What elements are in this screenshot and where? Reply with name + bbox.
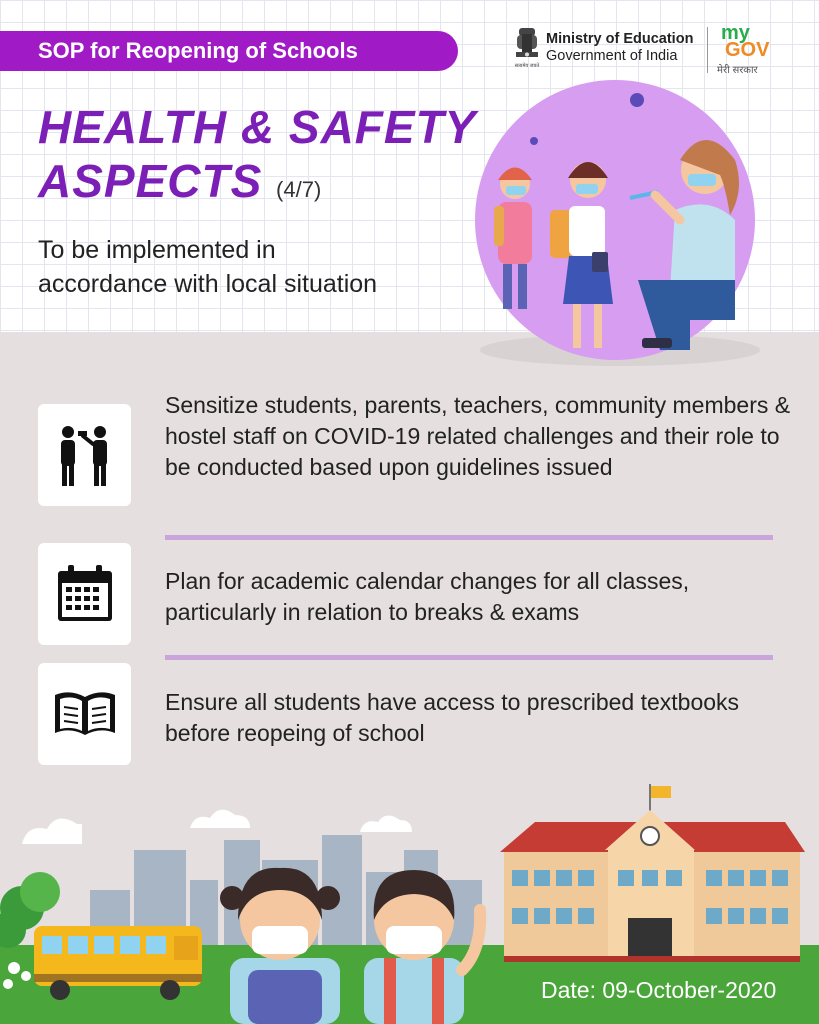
mygov-my: my	[721, 22, 750, 44]
title-line1: HEALTH & SAFETY	[38, 101, 477, 153]
mygov-logo	[717, 24, 787, 80]
temperature-screening-illustration	[470, 80, 770, 370]
item3-text: Ensure all students have access to prescribed textbooks before reopeing of school	[165, 689, 740, 746]
item2-icon-box	[38, 543, 131, 645]
item1-icon-box	[38, 404, 131, 506]
item1-text: Sensitize students, parents, teachers, community members & hostel staff on COVID-19 related challenges and their role to be conducted based upon guidelines issued	[165, 392, 791, 480]
header-divider	[707, 27, 708, 73]
page-title	[38, 100, 476, 217]
item2-text: Plan for academic calendar changes for all classes, particularly in relation to breaks & exams	[165, 568, 690, 625]
mygov-subtitle: मेरी सरकार	[717, 65, 758, 76]
item3-icon-box	[38, 663, 131, 765]
publish-date: Date: 09-October-2020	[541, 977, 777, 1003]
ministry-line2: Government of India	[546, 48, 678, 64]
calendar-icon	[54, 563, 116, 625]
subtitle	[38, 233, 377, 301]
separator	[165, 535, 773, 540]
temperature-check-icon	[54, 420, 116, 490]
face-mask-icon	[386, 926, 442, 954]
national-emblem-icon	[512, 26, 542, 76]
emblem-caption: सत्यमेव जयते	[514, 63, 540, 69]
subtitle-line2: accordance with local situation	[38, 270, 378, 298]
school-building-icon	[500, 784, 805, 962]
subtitle-line1: To be implemented in	[38, 236, 276, 264]
ministry-line1: Ministry of Education	[546, 31, 694, 47]
open-book-icon	[52, 689, 118, 739]
separator	[165, 655, 773, 660]
part-counter: (4/7)	[276, 177, 322, 202]
ministry-name	[546, 31, 693, 65]
title-line2: ASPECTS	[38, 155, 263, 207]
topic-banner: SOP for Reopening of Schools	[0, 31, 458, 71]
face-mask-icon	[252, 926, 308, 954]
mygov-gov: GOV	[725, 39, 770, 61]
